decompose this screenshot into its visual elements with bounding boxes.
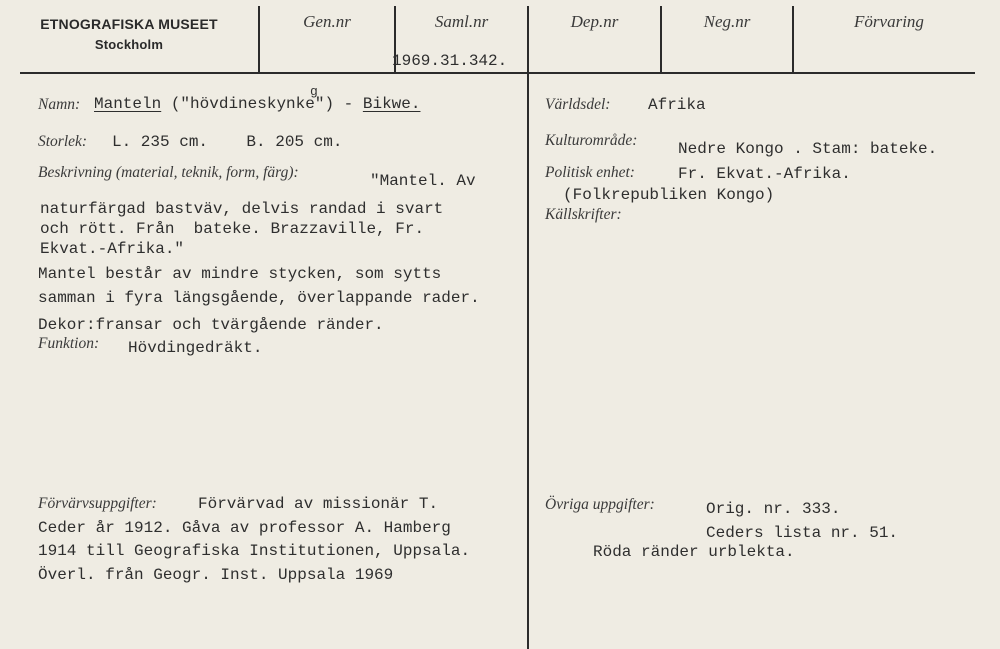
forvarv-line-1: Ceder år 1912. Gåva av professor A. Hamberg [38,519,451,537]
beskrivning-label: Beskrivning (material, teknik, form, färg): [38,164,299,181]
forvarv-line-2: 1914 till Geografiska Institutionen, Uppsala. [38,542,471,560]
namn-main: Manteln [94,95,162,113]
kultur-label: Kulturområde: [545,132,638,149]
museum-block [0,16,258,52]
storlek-label: Storlek: [38,133,88,150]
beskrivning-line-5: samman i fyra längsgående, överlappande rader. [38,289,480,307]
kallskrifter-label: Källskrifter: [545,206,622,223]
museum-name: ETNOGRAFISKA MUSEET [40,16,218,32]
col-neg-nr: Neg.nr [703,12,751,31]
namn-rest: ("hövdineskynke") - [170,95,354,113]
namn-local: Bikwe. [362,95,421,113]
varldsdel-label: Världsdel: [545,96,611,113]
col-dep-nr: Dep.nr [570,12,619,31]
politisk-value: Fr. Ekvat.-Afrika. [678,165,851,183]
col-saml-nr: Saml.nr [434,12,489,31]
saml-nr-value: 1969.31.342. [392,52,508,70]
ovriga-line-2: Röda ränder urblekta. [593,543,795,561]
beskrivning-line-0: "Mantel. Av [370,172,476,190]
namn-value [94,95,420,113]
body-center-divider [527,72,529,649]
forvarv-line-0: Förvärvad av missionär T. [198,495,439,513]
header-bottom-rule [20,72,975,74]
politisk-value-2: (Folkrepubliken Kongo) [563,186,775,204]
varldsdel-value: Afrika [648,96,706,114]
forvarv-label: Förvärvsuppgifter: [38,495,157,512]
kultur-value: Nedre Kongo . Stam: bateke. [678,140,938,158]
ovriga-line-1: Ceders lista nr. 51. [706,524,899,542]
namn-correction: g [310,84,318,99]
beskrivning-line-3: Ekvat.-Afrika." [40,240,185,258]
beskrivning-line-2: och rött. Från bateke. Brazzaville, Fr. [40,220,425,238]
politisk-label: Politisk enhet: [545,164,635,181]
beskrivning-line-4: Mantel består av mindre stycken, som sytts [38,265,442,283]
col-gen-nr: Gen.nr [303,12,351,31]
forvarv-line-3: Överl. från Geogr. Inst. Uppsala 1969 [38,566,394,584]
dekor-line: Dekor:fransar och tvärgående ränder. [38,316,384,334]
storlek-value: L. 235 cm. B. 205 cm. [112,133,343,151]
funktion-value: Hövdingedräkt. [128,339,263,357]
col-forvaring: Förvaring [854,12,924,31]
museum-city: Stockholm [94,37,164,52]
namn-label: Namn: [38,96,81,113]
ovriga-line-0: Orig. nr. 333. [706,500,841,518]
funktion-label: Funktion: [38,335,100,352]
beskrivning-line-1: naturfärgad bastväv, delvis randad i svart [40,200,444,218]
ovriga-label: Övriga uppgifter: [545,496,655,513]
